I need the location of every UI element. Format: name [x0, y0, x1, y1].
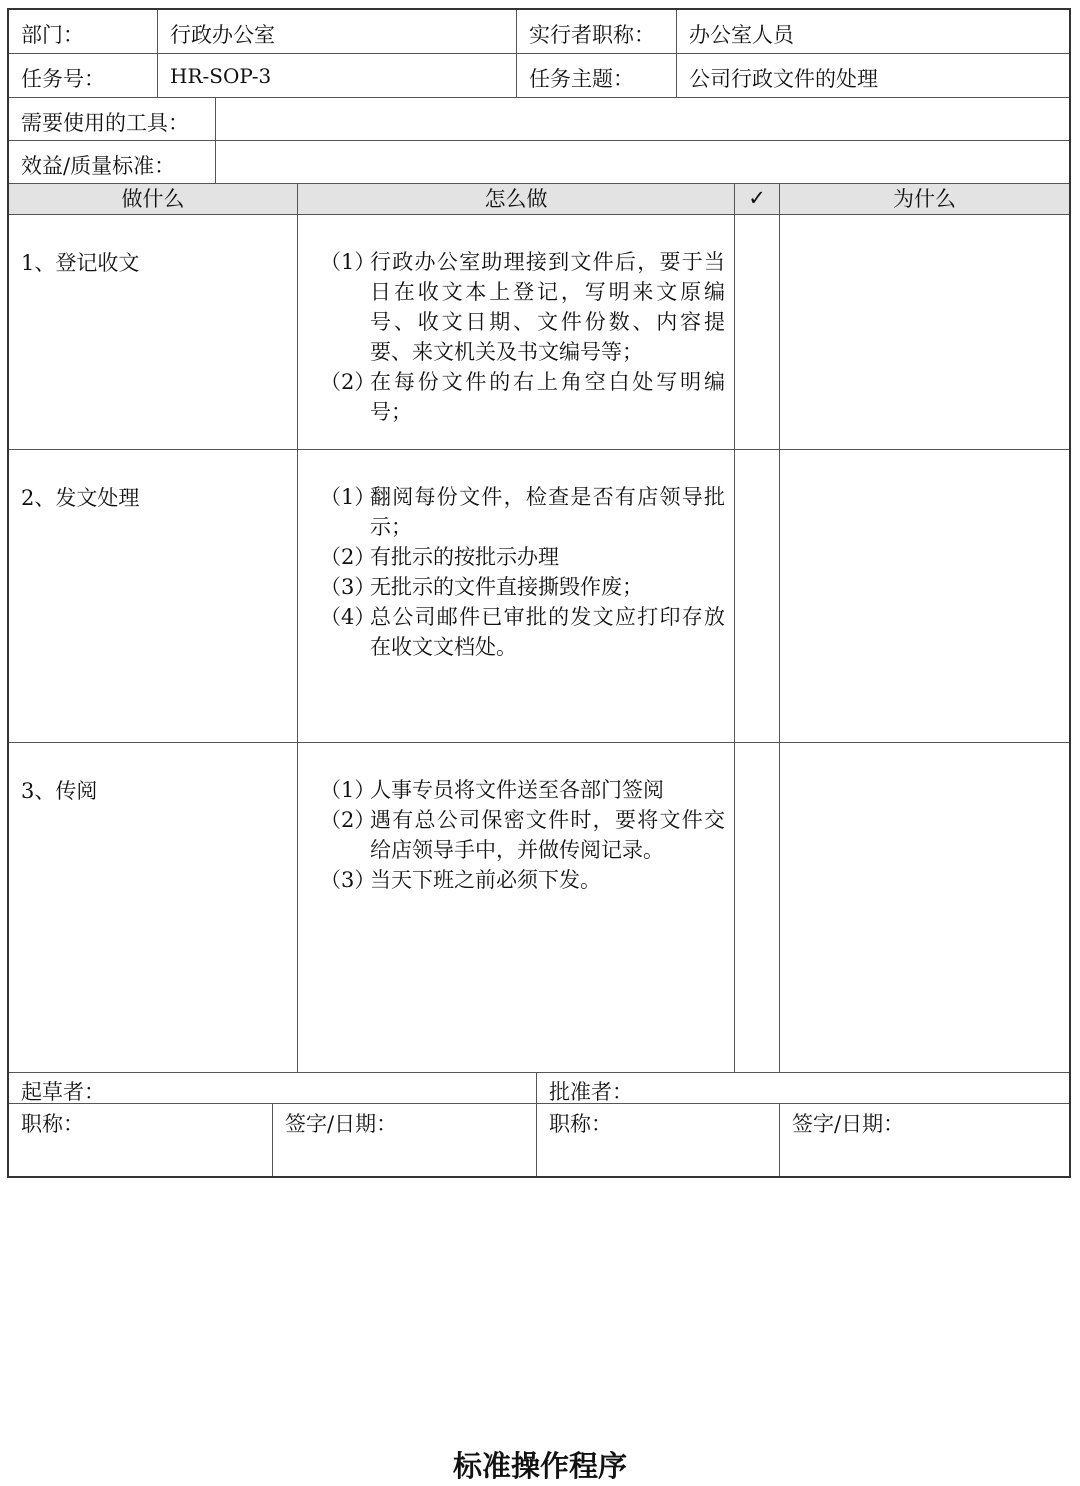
- task-how-cell: [297, 450, 734, 742]
- step-number: （1）: [320, 778, 376, 802]
- step-text: 总公司邮件已审批的发文应打印存放在收文文档处。: [370, 605, 725, 659]
- dept-value-cell: [157, 10, 516, 53]
- drafter-sign-date-cell: [272, 1104, 536, 1176]
- task-topic-value-cell: [676, 54, 1069, 97]
- drafter-cell: [9, 1073, 536, 1103]
- task-what-cell: [9, 743, 297, 1072]
- task-what: 3、传阅: [21, 779, 98, 803]
- drafter-title-label: 职称：: [21, 1112, 84, 1136]
- approver-cell: [536, 1073, 1069, 1103]
- approver-title-cell: [536, 1104, 779, 1176]
- task-what-cell: [9, 450, 297, 742]
- task-row: [9, 215, 1069, 450]
- step-number: （3）: [320, 868, 376, 892]
- drafter-label: 起草者：: [21, 1080, 105, 1104]
- task-no-label: 任务号：: [21, 67, 105, 91]
- step-list: [320, 775, 725, 895]
- step-number: （4）: [320, 605, 376, 629]
- tools-label: 需要使用的工具：: [21, 111, 189, 135]
- task-row: [9, 450, 1069, 743]
- col-why-header: 为什么: [779, 184, 1069, 214]
- approver-label: 批准者：: [549, 1080, 633, 1104]
- step-item: [320, 247, 725, 367]
- task-what: 1、登记收文: [21, 251, 140, 275]
- step-item: [320, 805, 725, 865]
- step-list: [320, 247, 725, 427]
- row-department: [9, 10, 1069, 54]
- role-value: 办公室人员: [689, 23, 794, 47]
- step-text: 遇有总公司保密文件时，要将文件交给店领导手中，并做传阅记录。: [370, 808, 725, 862]
- task-check-cell: [734, 215, 779, 449]
- step-text: 人事专员将文件送至各部门签阅: [370, 778, 664, 802]
- task-topic-value: 公司行政文件的处理: [689, 67, 878, 91]
- tools-label-cell: [9, 98, 215, 140]
- column-header-row: [9, 184, 1069, 215]
- step-number: （2）: [320, 808, 376, 832]
- col-how-header: 怎么做: [297, 184, 734, 214]
- row-task: [9, 54, 1069, 98]
- dept-label-cell: [9, 10, 157, 53]
- signoff-detail-row: [9, 1104, 1069, 1176]
- step-number: （2）: [320, 370, 376, 394]
- task-no-label-cell: [9, 54, 157, 97]
- step-number: （1）: [320, 250, 376, 274]
- drafter-title-cell: [9, 1104, 272, 1176]
- quality-label: 效益/质量标准：: [21, 154, 176, 178]
- col-what-header: 做什么: [121, 187, 185, 211]
- row-tools: [9, 98, 1069, 141]
- task-why-cell: [779, 450, 1069, 742]
- document-title: 标准操作程序: [452, 1449, 627, 1483]
- task-no-value: HR-SOP-3: [170, 64, 272, 88]
- task-what: 2、发文处理: [21, 486, 140, 510]
- step-item: [320, 602, 725, 662]
- col-check-header: ✓: [734, 184, 779, 214]
- task-how-cell: [297, 215, 734, 449]
- task-check-cell: [734, 450, 779, 742]
- approver-sign-date-cell: [779, 1104, 1069, 1176]
- task-what-cell: [9, 215, 297, 449]
- drafter-sign-date-label: 签字/日期：: [285, 1112, 398, 1136]
- role-label-cell: [516, 10, 676, 53]
- step-text: 翻阅每份文件，检查是否有店领导批示；: [370, 485, 725, 539]
- quality-value-cell: [215, 141, 1069, 183]
- step-text: 无批示的文件直接撕毁作废；: [370, 575, 643, 599]
- step-item: [320, 482, 725, 542]
- row-quality: [9, 141, 1069, 184]
- step-item: [320, 367, 725, 427]
- task-why-cell: [779, 743, 1069, 1072]
- dept-value: 行政办公室: [170, 23, 275, 47]
- role-label: 实行者职称：: [529, 23, 655, 47]
- step-text: 当天下班之前必须下发。: [370, 868, 601, 892]
- task-topic-label: 任务主题：: [529, 67, 634, 91]
- task-no-value-cell: [157, 54, 516, 97]
- step-text: 行政办公室助理接到文件后，要于当日在收文本上登记，写明来文原编号、收文日期、文件份数、内容提要、来文机关及书文编号等；: [370, 250, 725, 364]
- step-item: [320, 775, 725, 805]
- quality-label-cell: [9, 141, 215, 183]
- task-why-cell: [779, 215, 1069, 449]
- step-number: （1）: [320, 485, 376, 509]
- step-item: [320, 865, 725, 895]
- sop-form: [7, 8, 1071, 1178]
- task-topic-label-cell: [516, 54, 676, 97]
- step-text: 在每份文件的右上角空白处写明编号；: [370, 370, 725, 424]
- step-number: （2）: [320, 545, 376, 569]
- step-item: [320, 542, 725, 572]
- step-list: [320, 482, 725, 662]
- step-text: 有批示的按批示办理: [370, 545, 559, 569]
- task-how-cell: [297, 743, 734, 1072]
- task-row: [9, 743, 1069, 1073]
- tools-value-cell: [215, 98, 1069, 140]
- role-value-cell: [676, 10, 1069, 53]
- dept-label: 部门：: [21, 23, 84, 47]
- step-item: [320, 572, 725, 602]
- signoff-row: [9, 1073, 1069, 1104]
- approver-sign-date-label: 签字/日期：: [792, 1112, 905, 1136]
- step-number: （3）: [320, 575, 376, 599]
- task-check-cell: [734, 743, 779, 1072]
- approver-title-label: 职称：: [549, 1112, 612, 1136]
